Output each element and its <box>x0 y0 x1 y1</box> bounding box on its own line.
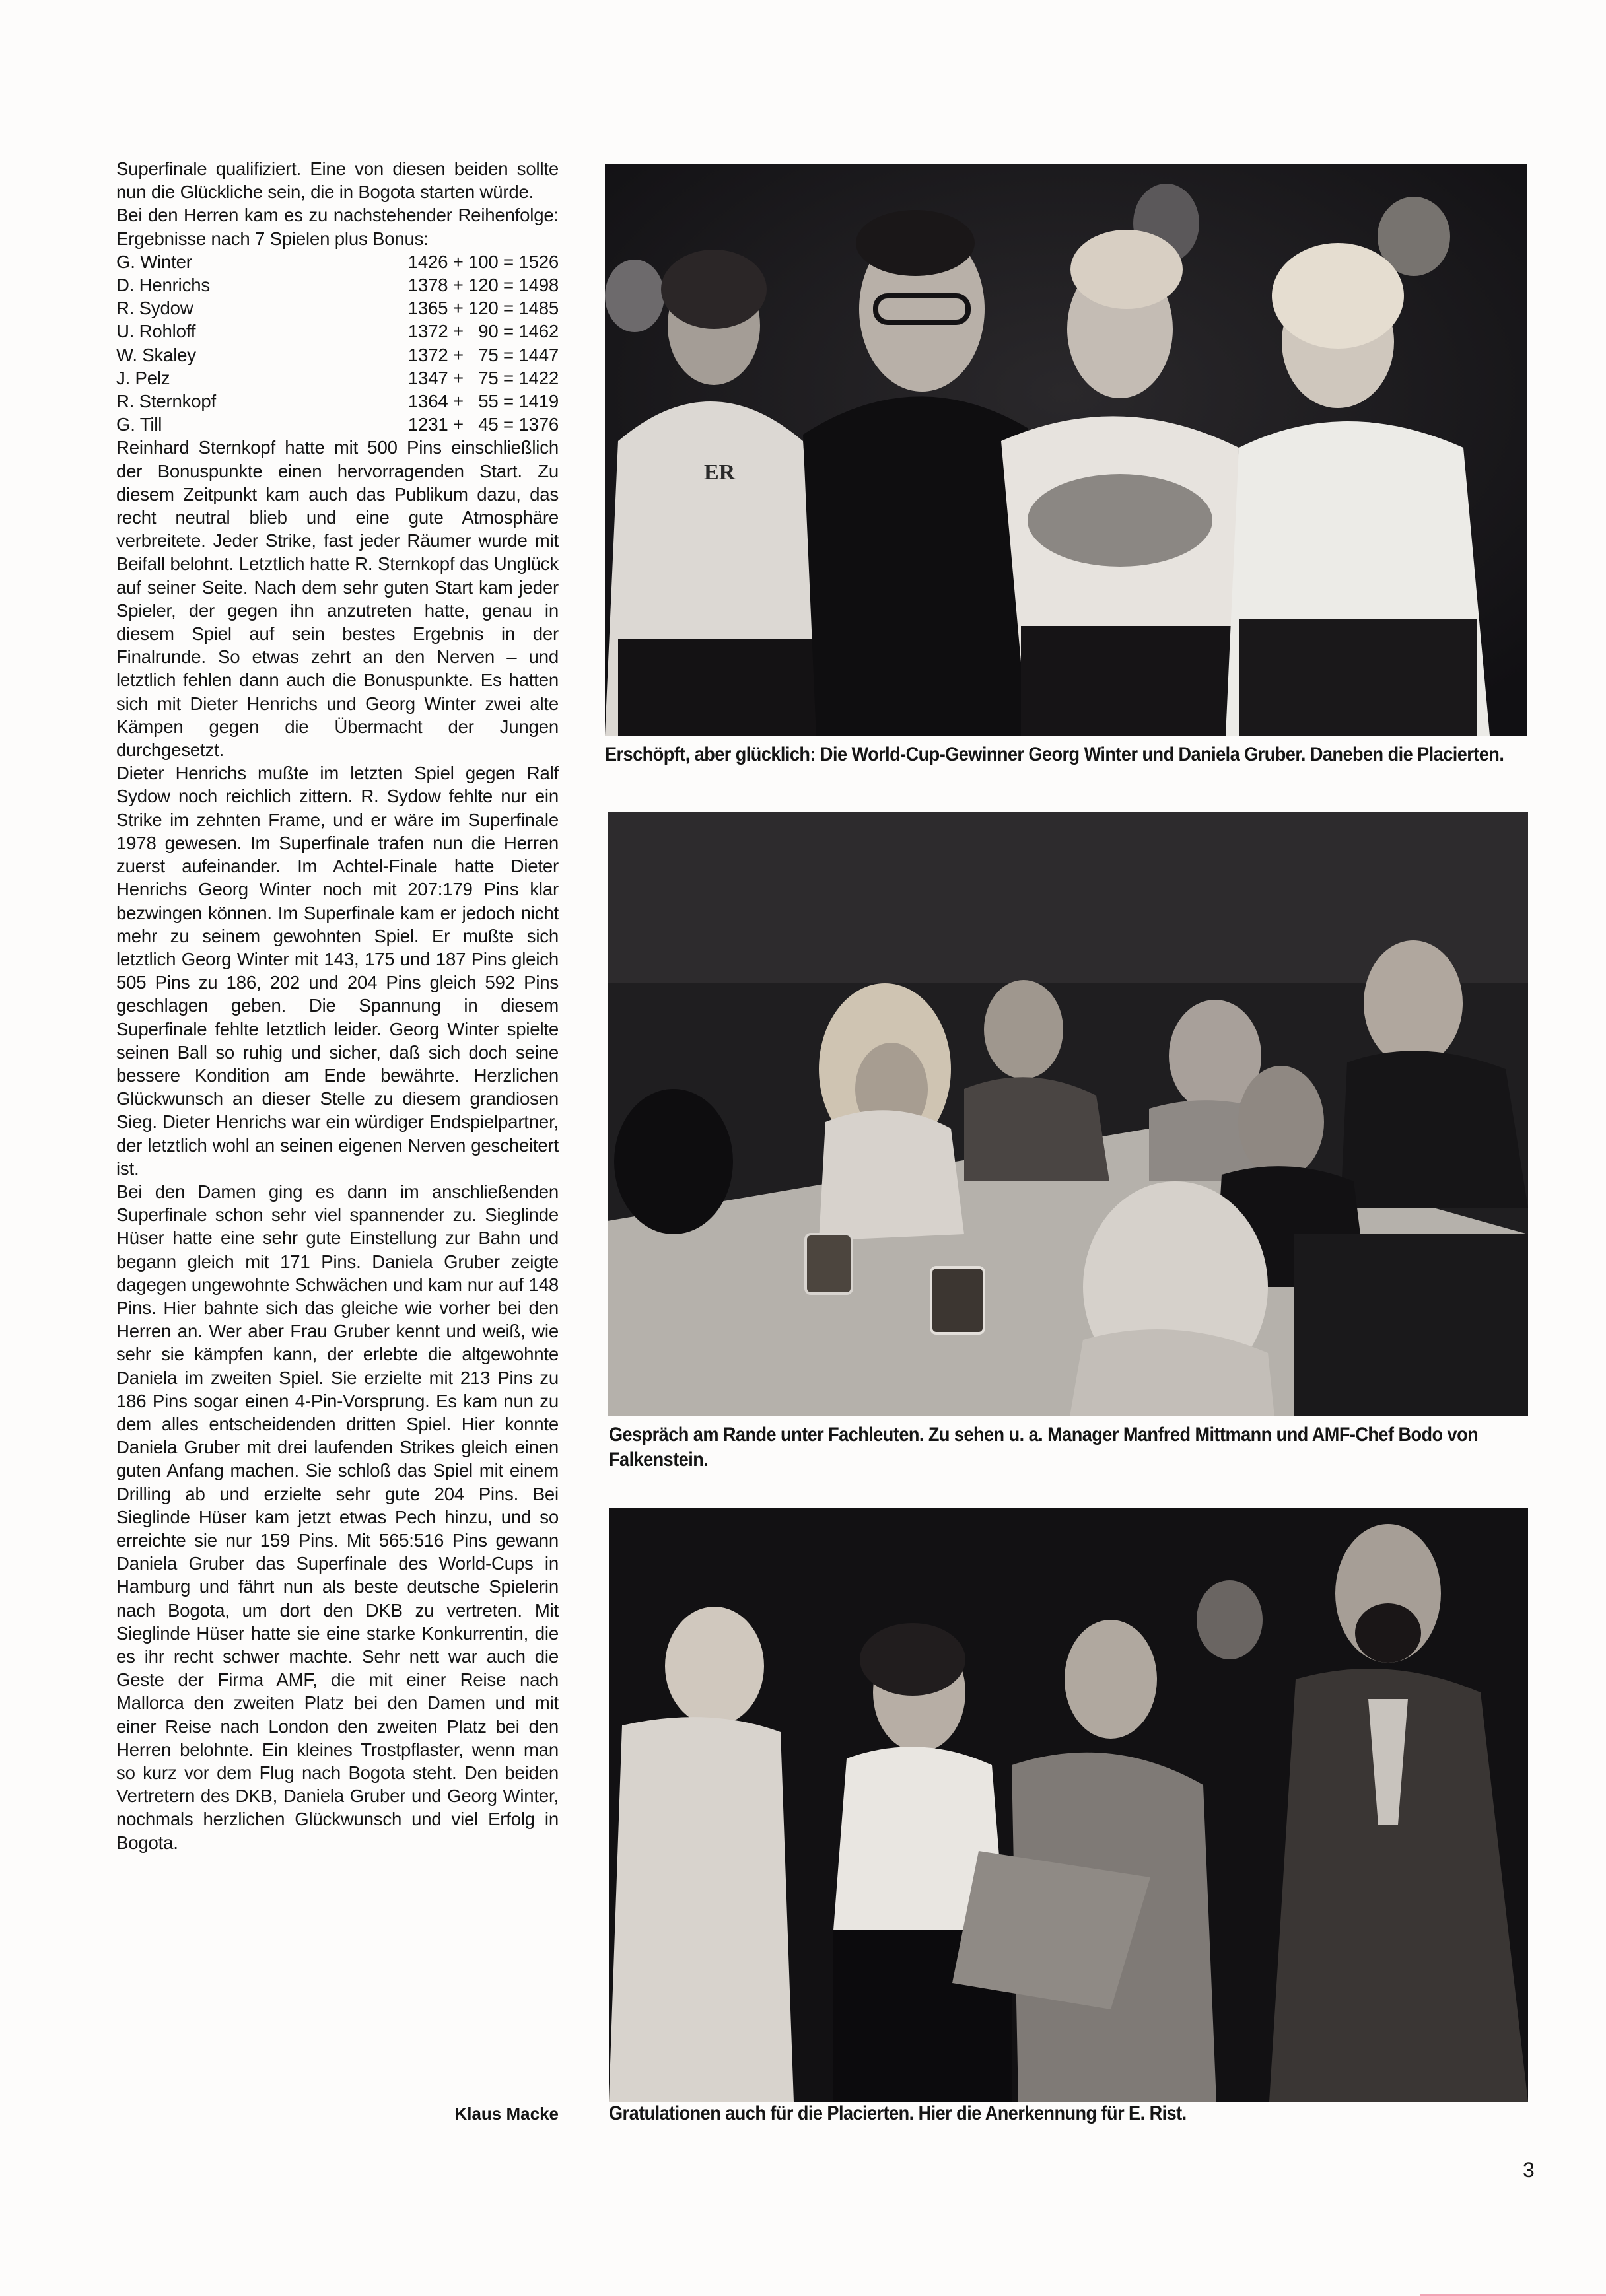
page-number: 3 <box>1523 2158 1535 2182</box>
player-score: 1231 + 45 = 1376 <box>407 414 559 435</box>
player-score: 1364 + 55 = 1419 <box>407 391 559 412</box>
player-name: D. Henrichs <box>116 275 210 296</box>
article-paragraph: Reinhard Sternkopf hatte mit 500 Pins einschließlich der Bonuspunkte einen hervorragenden Start. Zu diesem Zeitpunkt kam auch das Publikum dazu, das recht neutral blieb und eine gute Atmosphäre verbreitete. Jeder Strike, fast jeder Räumer wurde mit Beifall belohnt. Letztlich hatte R. Sternkopf das Unglück auf seiner Seite. Nach dem sehr guten Start kam jeder Spieler, der gegen ihn anzutreten hatte, genau in diesem Spiel auf sein bestes Ergebnis in der Finalrunde. So etwas zehrt an den Nerven – und letztlich fehlen dann auch die Bonuspunkte. Es hatten sich mit Dieter Henrichs und Georg Winter zwei alte Kämpen gegen die Übermacht der Jungen durchgesetzt. <box>116 437 559 761</box>
result-row <box>116 343 559 366</box>
photo-caption: Gespräch am Rande unter Fachleuten. Zu sehen u. a. Manager Manfred Mittmann und AMF-Chef Bodo von Falkenstein. <box>609 1424 1479 1471</box>
player-score: 1378 + 120 = 1498 <box>407 275 559 296</box>
player-name: R. Sydow <box>116 298 193 319</box>
article-body <box>116 157 559 1854</box>
player-score: 1372 + 90 = 1462 <box>407 321 559 342</box>
player-name: R. Sternkopf <box>116 391 216 412</box>
shirt-monogram: ER <box>704 460 736 485</box>
player-score: 1347 + 75 = 1422 <box>407 367 559 388</box>
player-score: 1426 + 100 = 1526 <box>407 251 559 272</box>
result-row <box>116 413 559 436</box>
photo-caption: Erschöpft, aber glücklich: Die World-Cup-Gewinner Georg Winter und Daniela Gruber. Daneben die Placierten. <box>605 744 1504 765</box>
photo-table-conversation <box>608 812 1528 1416</box>
result-row <box>116 296 559 320</box>
result-row <box>116 366 559 390</box>
photo-caption: Gratulationen auch für die Placierten. Hier die Anerkennung für E. Rist. <box>609 2103 1187 2124</box>
player-name: J. Pelz <box>116 367 170 388</box>
result-row <box>116 320 559 343</box>
results-table <box>116 250 559 436</box>
article-paragraph: Bei den Herren kam es zu nachstehender Reihenfolge: Ergebnisse nach 7 Spielen plus Bonus: <box>116 205 559 249</box>
player-name: G. Till <box>116 414 162 435</box>
result-row <box>116 250 559 273</box>
result-row <box>116 390 559 413</box>
player-name: W. Skaley <box>116 344 196 365</box>
player-score: 1372 + 75 = 1447 <box>407 344 559 365</box>
player-name: G. Winter <box>116 251 192 272</box>
author-byline: Klaus Macke <box>454 2104 559 2124</box>
article-paragraph: Bei den Damen ging es dann im anschließenden Superfinale schon sehr viel spannender zu. Sieglinde Hüser hatte eine sehr gute Einstellung zur Bahn und begann gleich mit 171 Pins. Daniela Gruber zeigte dagegen ungewohnte Schwächen und kam nur auf 148 Pins. Hier bahnte sich das gleiche wie vorher bei den Herren an. Wer aber Frau Gruber kennt und weiß, wie sehr sie kämpfen kann, der erlebte die altgewohnte Daniela im zweiten Spiel. Sie erzielte mit 213 Pins zu 186 Pins sogar einen 4-Pin-Vorsprung. Es kam nun zu dem alles entscheidenden dritten Spiel. Hier konnte Daniela Gruber mit drei laufenden Strikes gleich einen guten Anfang machen. Sie schloß das Spiel mit einem Drilling ab und erzielte sehr gute 204 Pins. Bei Sieglinde Hüser kam jetzt etwas Pech hinzu, und so erreichte sie nur 159 Pins. Mit 565:516 Pins gewann Daniela Gruber das Superfinale des World-Cups in Hamburg und fährt nun als beste deutsche Spielerin nach Bogota, um dort den DKB zu vertreten. Mit Sieglinde Hüser hatte sie eine starke Konkurrentin, die es ihr recht schwer machte. Sehr nett war auch die Geste der Firma AMF, die mit einer Reise nach Mallorca den zweiten Platz bei den Damen und mit einer Reise nach London den zweiten Platz bei den Herren belohnte. Ein kleines Trostpflaster, wenn man so kurz vor dem Flug nach Bogota steht. Den beiden Vertretern des DKB, Daniela Gruber und Georg Winter, nochmals herzlichen Glückwunsch und viel Erfolg in Bogota. <box>116 1181 559 1853</box>
article-paragraph: Dieter Henrichs mußte im letzten Spiel gegen Ralf Sydow noch reichlich zittern. R. Sydow fehlte nur ein Strike im zehnten Frame, und er wäre im Superfinale 1978 gewesen. Im Superfinale trafen nun die Herren zuerst aufeinander. Im Achtel-Finale hatte Dieter Henrichs Georg Winter noch mit 207:179 Pins klar bezwingen können. Im Superfinale kam er jedoch nicht mehr zu seinem gewohnten Spiel. Er mußte sich letztlich Georg Winter mit 143, 175 und 187 Pins gleich 505 Pins zu 186, 202 und 204 Pins gleich 592 Pins geschlagen geben. Die Spannung in diesem Superfinale fehlte letztlich leider. Georg Winter spielte seinen Ball so ruhig und sicher, daß sich doch seine bessere Kondition am Ende bewährte. Herzlichen Glückwunsch an dieser Stelle zu diesem grandiosen Sieg. Dieter Henrichs war ein würdiger Endspielpartner, der letztlich wohl an seinen eigenen Nerven gescheitert ist. <box>116 763 559 1179</box>
article-paragraph: Superfinale qualifiziert. Eine von diesen beiden sollte nun die Glückliche sein, die in Bogota starten würde. <box>116 158 559 203</box>
player-score: 1365 + 120 = 1485 <box>407 298 559 319</box>
player-name: U. Rohloff <box>116 321 196 342</box>
photo-congratulations <box>609 1508 1528 2102</box>
photo-winners <box>605 164 1527 736</box>
result-row <box>116 273 559 296</box>
